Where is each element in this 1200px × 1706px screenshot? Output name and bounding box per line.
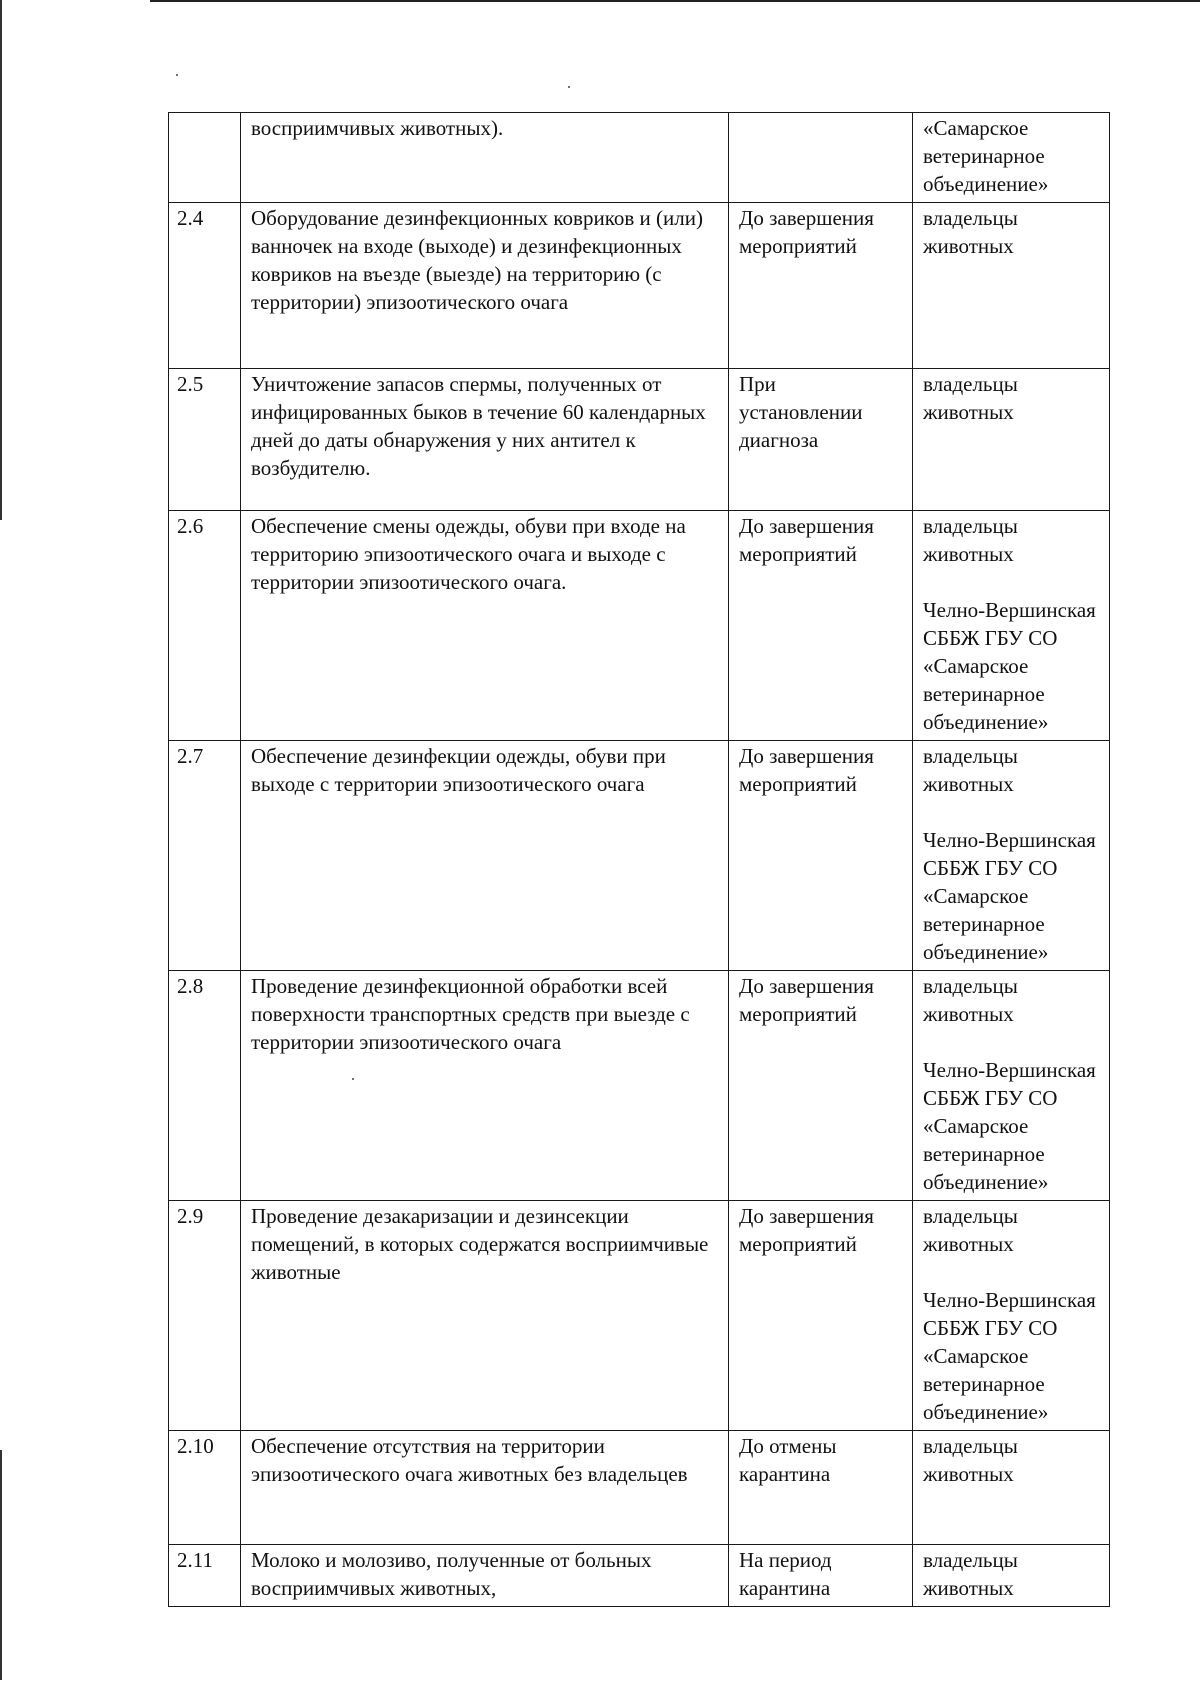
measure-term: До отмены карантина xyxy=(729,1431,913,1545)
measure-term: До завершения мероприятий xyxy=(729,971,913,1201)
measure-description: Проведение дезакаризации и дезинсекции помещений, в которых содержатся восприимчивые животные xyxy=(241,1201,729,1431)
scan-edge-top xyxy=(150,0,1200,2)
measure-description: Обеспечение смены одежды, обуви при входе на территорию эпизоотического очага и выходе с территории эпизоотического очага. xyxy=(241,511,729,741)
table-row xyxy=(169,203,1110,369)
responsible-gap xyxy=(923,568,1101,596)
measure-description: Оборудование дезинфекционных ковриков и (или) ванночек на входе (выходе) и дезинфекционных ковриков на въезде (выезде) на территорию (с территории) эпизоотического очага xyxy=(241,203,729,369)
measure-term: До завершения мероприятий xyxy=(729,1201,913,1431)
row-number: 2.7 xyxy=(169,741,241,971)
responsible-parties xyxy=(913,971,1110,1201)
table-row xyxy=(169,369,1110,511)
responsible-party: владельцы животных xyxy=(923,1548,1018,1600)
scan-speck xyxy=(176,74,178,76)
measure-term: При установлении диагноза xyxy=(729,369,913,511)
measure-description: Обеспечение отсутствия на территории эпизоотического очага животных без владельцев xyxy=(241,1431,729,1545)
responsible-parties xyxy=(913,1431,1110,1545)
table-row xyxy=(169,971,1110,1201)
responsible-parties xyxy=(913,113,1110,203)
measure-description: Обеспечение дезинфекции одежды, обуви при выходе с территории эпизоотического очага xyxy=(241,741,729,971)
responsible-party: владельцы животных xyxy=(923,1434,1018,1486)
responsible-parties xyxy=(913,1201,1110,1431)
responsible-party: владельцы животных xyxy=(923,372,1018,424)
table-row xyxy=(169,511,1110,741)
scan-edge-left-lower xyxy=(0,1450,2,1680)
responsible-party: Челно-Вершинская СББЖ ГБУ СО «Самарское ветеринарное объединение» xyxy=(923,1058,1096,1194)
table-row xyxy=(169,1545,1110,1607)
responsible-party: владельцы животных xyxy=(923,206,1018,258)
responsible-party: владельцы животных xyxy=(923,514,1018,566)
measures-table-body xyxy=(169,113,1110,1607)
measure-term xyxy=(729,113,913,203)
responsible-gap xyxy=(923,1028,1101,1056)
row-number: 2.11 xyxy=(169,1545,241,1607)
scan-speck xyxy=(568,86,570,88)
responsible-party: Челно-Вершинская СББЖ ГБУ СО «Самарское ветеринарное объединение» xyxy=(923,828,1096,964)
row-number: 2.9 xyxy=(169,1201,241,1431)
responsible-parties xyxy=(913,511,1110,741)
row-number: 2.10 xyxy=(169,1431,241,1545)
responsible-party: владельцы животных xyxy=(923,974,1018,1026)
responsible-party: Челно-Вершинская СББЖ ГБУ СО «Самарское ветеринарное объединение» xyxy=(923,598,1096,734)
measures-table xyxy=(168,112,1110,1607)
responsible-party: владельцы животных xyxy=(923,744,1018,796)
responsible-parties xyxy=(913,203,1110,369)
measure-term: На период карантина xyxy=(729,1545,913,1607)
responsible-parties xyxy=(913,369,1110,511)
row-number: 2.5 xyxy=(169,369,241,511)
measure-term: До завершения мероприятий xyxy=(729,741,913,971)
measure-term: До завершения мероприятий xyxy=(729,511,913,741)
responsible-party: владельцы животных xyxy=(923,1204,1018,1256)
responsible-party: Челно-Вершинская СББЖ ГБУ СО «Самарское ветеринарное объединение» xyxy=(923,1288,1096,1424)
measure-term: До завершения мероприятий xyxy=(729,203,913,369)
table-row xyxy=(169,1431,1110,1545)
scan-edge-left xyxy=(0,0,2,520)
table-row xyxy=(169,741,1110,971)
row-number: 2.6 xyxy=(169,511,241,741)
row-number: 2.4 xyxy=(169,203,241,369)
responsible-gap xyxy=(923,1258,1101,1286)
measure-description: Молоко и молозиво, полученные от больных восприимчивых животных, xyxy=(241,1545,729,1607)
table-row xyxy=(169,1201,1110,1431)
responsible-gap xyxy=(923,798,1101,826)
measure-description: Уничтожение запасов спермы, полученных от инфицированных быков в течение 60 календарных дней до даты обнаружения у них антител к возбудителю. xyxy=(241,369,729,511)
measure-description: восприимчивых животных). xyxy=(241,113,729,203)
row-number: 2.8 xyxy=(169,971,241,1201)
row-number xyxy=(169,113,241,203)
responsible-parties xyxy=(913,1545,1110,1607)
table-row xyxy=(169,113,1110,203)
responsible-party: «Самарское ветеринарное объединение» xyxy=(923,116,1049,196)
responsible-parties xyxy=(913,741,1110,971)
measure-description: Проведение дезинфекционной обработки всей поверхности транспортных средств при выезде с территории эпизоотического очага xyxy=(241,971,729,1201)
